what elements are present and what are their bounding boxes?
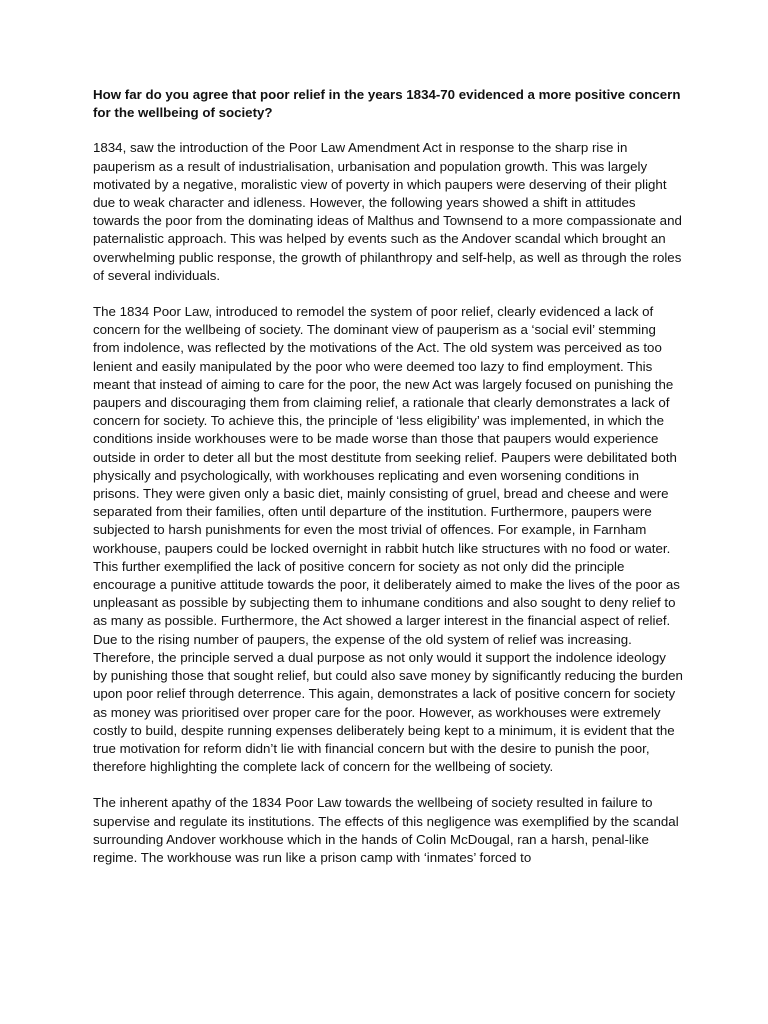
paragraph-introduction: 1834, saw the introduction of the Poor Law Amendment Act in response to the sharp rise in pauperism as a result of industrialisation, urbanisation and population growth. This was largely motivated by a negative, moralistic view of poverty in which paupers were deserving of their plight due to weak character and idleness. However, the following years showed a shift in attitudes towards the poor from the dominating ideas of Malthus and Townsend to a more compassionate and paternalistic approach. This was helped by events such as the Andover scandal which brought an overwhelming public response, the growth of philanthropy and self-help, as well as through the roles of several individuals. [93, 140, 682, 283]
essay-question-title: How far do you agree that poor relief in the years 1834-70 evidenced a more positive concern for the wellbeing of society? [93, 87, 681, 121]
paragraph-andover-scandal: The inherent apathy of the 1834 Poor Law towards the wellbeing of society resulted in failure to supervise and regulate its institutions. The effects of this negligence was exemplified by the scandal surrounding Andover workhouse which in the hands of Colin McDougal, ran a harsh, penal-like regime. The workhouse was run like a prison camp with ‘inmates’ forced to [93, 795, 679, 865]
paragraph-1834-poor-law: The 1834 Poor Law, introduced to remodel the system of poor relief, clearly evidenced a lack of concern for the wellbeing of society. The dominant view of pauperism as a ‘social evil’ stemming from indolence, was reflected by the motivations of the Act. The old system was perceived as too lenient and easily manipulated by the poor who were deemed too lazy to find employment. This meant that instead of aiming to care for the poor, the new Act was largely focused on punishing the paupers and discouraging them from claiming relief, a rationale that clearly demonstrates a lack of concern for society. To achieve this, the principle of ‘less eligibility’ was implemented, in which the conditions inside workhouses were to be made worse than those that paupers would experience outside in order to deter all but the most destitute from seeking relief. Paupers were debilitated both physically and psychologically, with workhouses replicating and even worsening conditions in prisons. They were given only a basic diet, mainly consisting of gruel, bread and cheese and were separated from their families, often until departure of the institution. Furthermore, paupers were subjected to harsh punishments for even the most trivial of offences. For example, in Farnham workhouse, paupers could be locked overnight in rabbit hutch like structures with no food or water. This further exemplified the lack of positive concern for society as not only did the principle encourage a punitive attitude towards the poor, it deliberately aimed to make the lives of the poor as unpleasant as possible by subjecting them to inhumane conditions and also sought to deny relief to as many as possible. Furthermore, the Act showed a larger interest in the financial aspect of relief. Due to the rising number of paupers, the expense of the old system of relief was increasing. Therefore, the principle served a dual purpose as not only would it support the indolence ideology by punishing those that sought relief, but could also save money by significantly reducing the burden upon poor relief through deterrence. This again, demonstrates a lack of positive concern for society as money was prioritised over proper care for the poor. However, as workhouses were extremely costly to build, despite running expenses deliberately being kept to a minimum, it is evident that the true motivation for reform didn’t lie with financial concern but with the desire to punish the poor, therefore highlighting the complete lack of concern for the wellbeing of society. [93, 304, 683, 775]
document-body [93, 86, 683, 885]
